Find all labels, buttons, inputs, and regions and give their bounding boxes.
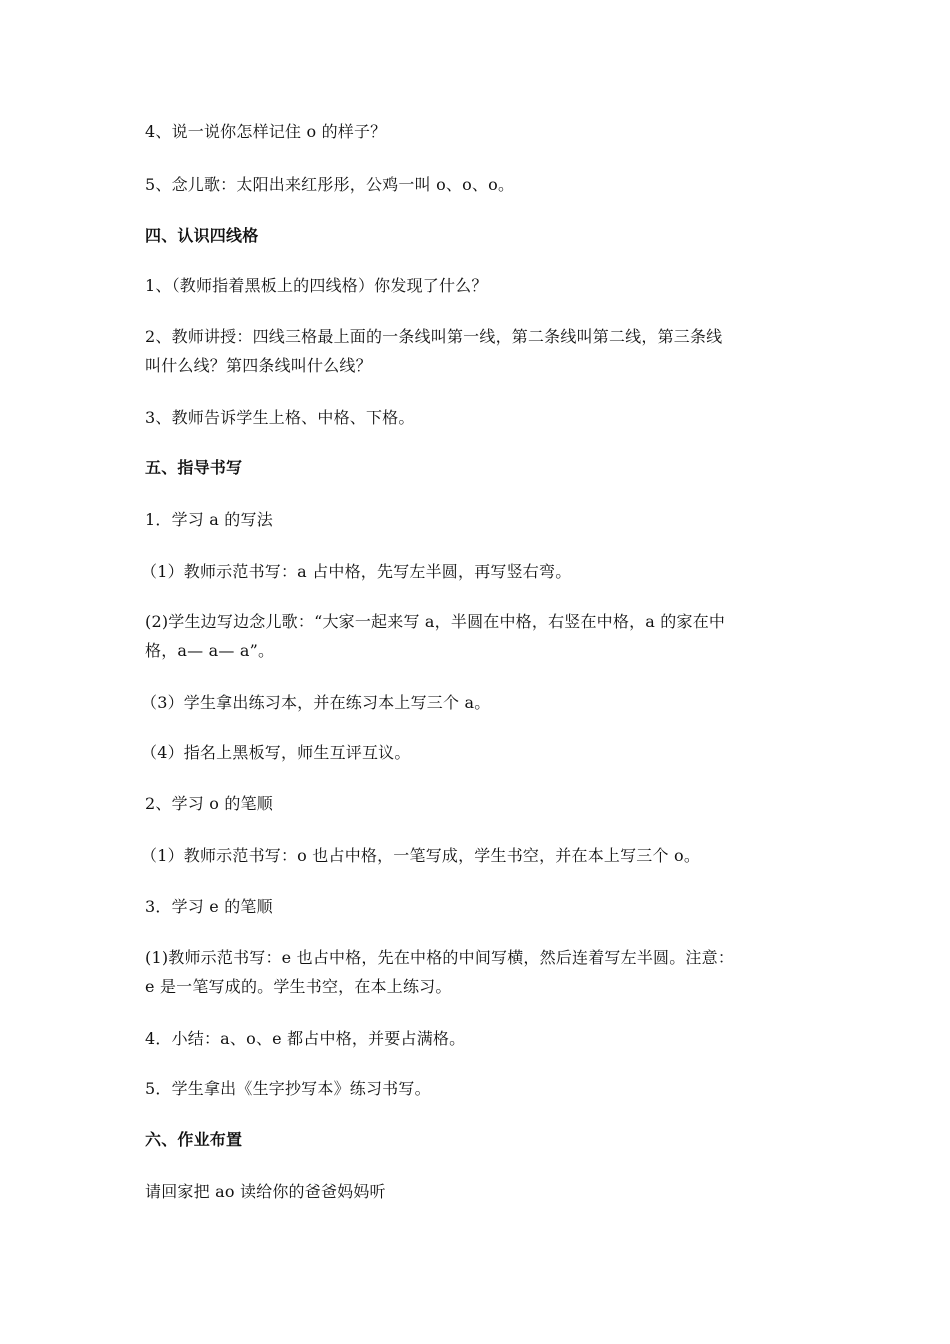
list-item: （1）教师示范书写：a 占中格，先写左半圆，再写竖右弯。	[141, 562, 572, 581]
list-item: 2、学习 o 的笔顺	[145, 794, 273, 813]
list-item: 5、念儿歌：太阳出来红彤彤，公鸡一叫 o、o、o。	[145, 175, 515, 194]
list-item: 3、教师告诉学生上格、中格、下格。	[145, 408, 415, 427]
list-item: 4、说一说你怎样记住 o 的样子？	[145, 122, 387, 141]
list-item: （3）学生拿出练习本，并在练习本上写三个 a。	[141, 693, 491, 712]
list-item: 3．学习 e 的笔顺	[145, 897, 273, 916]
list-item: 5．学生拿出《生字抄写本》练习书写。	[145, 1079, 431, 1098]
list-item: （1）教师示范书写：o 也占中格，一笔写成，学生书空，并在本上写三个 o。	[141, 846, 701, 865]
list-item-continuation: 格，a— a— a”。	[145, 641, 275, 660]
list-item: 4．小结：a、o、e 都占中格，并要占满格。	[145, 1029, 466, 1048]
list-item: （4）指名上黑板写，师生互评互议。	[141, 743, 411, 762]
list-item: 2、教师讲授：四线三格最上面的一条线叫第一线，第二条线叫第二线，第三条线	[145, 327, 723, 346]
section-heading: 四、认识四线格	[145, 226, 259, 245]
section-heading: 五、指导书写	[145, 458, 243, 477]
list-item: 1．学习 a 的写法	[145, 510, 273, 529]
section-heading: 六、作业布置	[145, 1130, 243, 1149]
list-item: 1、（教师指着黑板上的四线格）你发现了什么？	[145, 276, 488, 295]
list-item-continuation: e 是一笔写成的。学生书空，在本上练习。	[145, 977, 452, 996]
list-item-continuation: 叫什么线？第四条线叫什么线？	[145, 356, 372, 375]
paragraph: 请回家把 ao 读给你的爸爸妈妈听	[145, 1182, 386, 1201]
list-item: (2)学生边写边念儿歌：“大家一起来写 a，半圆在中格，右竖在中格，a 的家在中	[145, 612, 726, 631]
list-item: (1)教师示范书写：e 也占中格，先在中格的中间写横，然后连着写左半圆。注意：	[145, 948, 735, 967]
